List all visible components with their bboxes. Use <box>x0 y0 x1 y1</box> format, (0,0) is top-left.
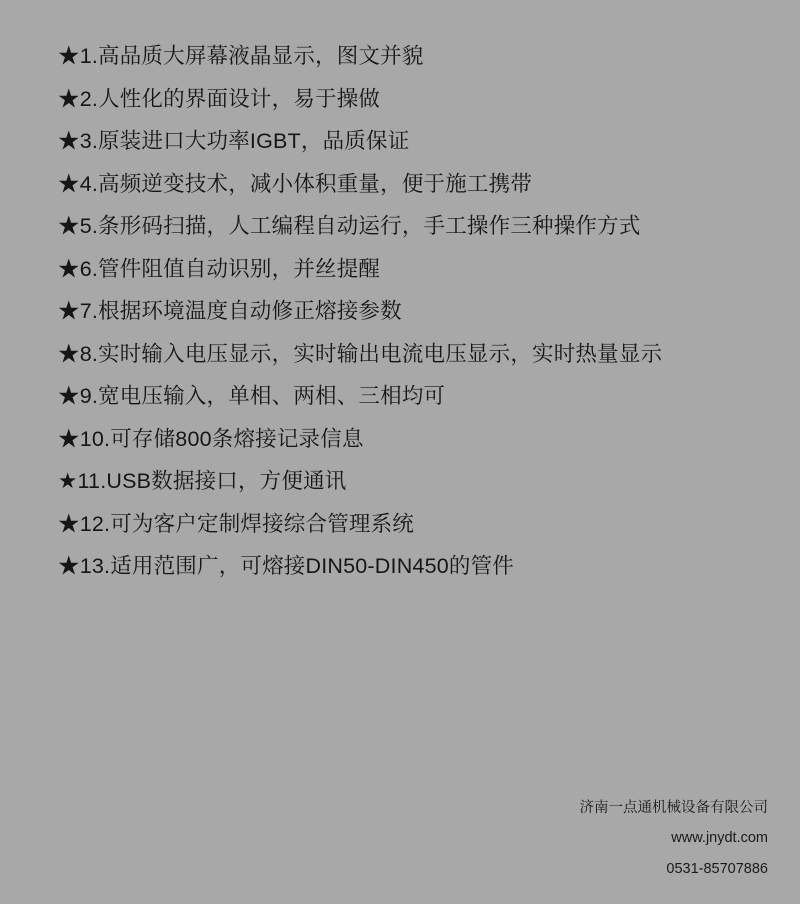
list-item: ★10.可存储800条熔接记录信息 <box>58 426 364 451</box>
website-url: www.jnydt.com <box>671 830 768 846</box>
list-item: ★12.可为客户定制焊接综合管理系统 <box>58 511 414 536</box>
list-item: ★5.条形码扫描，人工编程自动运行，手工操作三种操作方式 <box>58 214 641 238</box>
list-item: ★4.高频逆变技术，减小体积重量，便于施工携带 <box>58 171 533 196</box>
phone-number: 0531-85707886 <box>666 860 768 877</box>
list-item: ★1.高品质大屏幕液晶显示，图文并貌 <box>58 44 424 68</box>
list-item: ★3.原装进口大功率IGBT，品质保证 <box>58 129 410 153</box>
list-item: ★9.宽电压输入，单相、两相、三相均可 <box>58 384 446 408</box>
list-item: ★2.人性化的界面设计，易于操做 <box>58 86 381 111</box>
list-item: ★11.USB数据接口，方便通讯 <box>58 469 347 493</box>
company-name: 济南一点通机械设备有限公司 <box>579 799 768 816</box>
footer <box>580 801 769 877</box>
list-item: ★6.管件阻值自动识别，并丝提醒 <box>58 256 381 281</box>
list-item: ★8.实时输入电压显示，实时输出电流电压显示，实时热量显示 <box>58 341 663 366</box>
feature-list <box>58 46 770 599</box>
list-item: ★7.根据环境温度自动修正熔接参数 <box>58 299 402 323</box>
list-item: ★13.适用范围广，可熔接DIN50-DIN450的管件 <box>58 554 514 578</box>
